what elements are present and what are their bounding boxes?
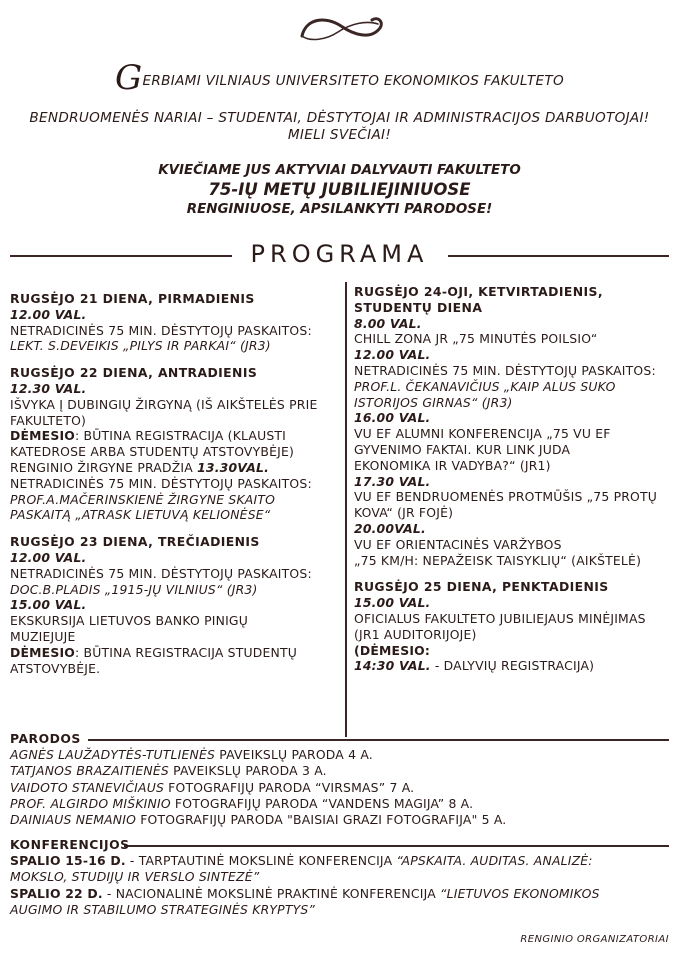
- greeting-header: [0, 58, 679, 98]
- time: 15.00 VAL.: [354, 595, 431, 611]
- event-text: GYVENIMO FAKTAI. KUR LINK JUDA: [354, 441, 571, 457]
- greeting-line-1: ERBIAMI VILNIAUS UNIVERSITETO EKONOMIKOS FAKULTETO: [142, 73, 564, 89]
- event-text: FAKULTETO): [10, 412, 87, 428]
- list-item: SPALIO 15-16 D. - TARPTAUTINĖ MOKSLINĖ KONFERENCIJA “APSKAITA. AUDITAS. ANALIZĖ:: [10, 853, 593, 869]
- event-text: KOVA“ (JR FOJĖ): [354, 505, 454, 521]
- event-text: NETRADICINĖS 75 MIN. DĖSTYTOJŲ PASKAITOS:: [10, 322, 312, 338]
- conferences-section: [0, 837, 679, 918]
- event-text: IŠVYKA Į DUBINGIŲ ŽIRGYNĄ (IŠ AIKŠTELĖS PRIE: [10, 396, 318, 412]
- exhibitions-section: [0, 731, 679, 828]
- program-left-column: [10, 291, 340, 676]
- attention-note: DĖMESIO: BŪTINA REGISTRACIJA STUDENTŲ: [10, 644, 298, 660]
- event-text: EKSKURSIJA LIETUVOS BANKO PINIGŲ: [10, 613, 249, 629]
- time: 8.00 VAL.: [354, 315, 422, 331]
- column-divider: [345, 282, 347, 737]
- list-item: TATJANOS BRAZAITIENĖS PAVEIKSLŲ PARODA 3 A.: [10, 763, 327, 779]
- attention-note: DĖMESIO: BŪTINA REGISTRACIJA (KLAUSTI: [10, 428, 287, 444]
- day-heading: RUGSĖJO 25 DIENA, PENKTADIENIS: [354, 579, 609, 595]
- time: 12.00 VAL.: [10, 306, 87, 322]
- time: 16.00 VAL.: [354, 410, 431, 426]
- event-text: (JR1 AUDITORIJOJE): [354, 626, 477, 642]
- event-text: RENGINIO ŽIRGYNE PRADŽIA 13.30VAL.: [10, 459, 270, 475]
- invite-line-1: KVIEČIAME JUS AKTYVIAI DALYVAUTI FAKULTETO: [158, 163, 521, 178]
- time: 15.00 VAL.: [10, 597, 87, 613]
- list-item: AGNĖS LAUŽADYTĖS-TUTLIENĖS PAVEIKSLŲ PARODA 4 A.: [10, 747, 373, 763]
- section-title: KONFERENCIJOS: [10, 837, 130, 852]
- program-title: PROGRAMA: [250, 240, 429, 268]
- time: 12.30 VAL.: [10, 380, 87, 396]
- event-text: CHILL ZONA JR „75 MINUTĖS POILSIO“: [354, 331, 598, 347]
- divider: [448, 255, 669, 257]
- event-text: 14:30 VAL. - DALYVIŲ REGISTRACIJA): [354, 658, 595, 674]
- event-text: NETRADICINĖS 75 MIN. DĖSTYTOJŲ PASKAITOS:: [354, 362, 656, 378]
- time: 20.00VAL.: [354, 520, 426, 536]
- list-item: MOKSLO, STUDIJŲ IR VERSLO SINTEZĖ”: [10, 869, 260, 885]
- event-text: VU EF ALUMNI KONFERENCIJA „75 VU EF: [354, 426, 611, 442]
- attention-note: (DĖMESIO:: [354, 642, 431, 658]
- list-item: VAIDOTO STANEVIČIAUS FOTOGRAFIJŲ PARODA “VIRSMAS” 7 A.: [10, 779, 415, 795]
- event-text: PROF.L. ČEKANAVIČIUS „KAIP ALUS SUKO: [354, 378, 616, 394]
- day-heading: RUGSĖJO 24-OJI, KETVIRTADIENIS,: [354, 284, 603, 299]
- event-text: NETRADICINĖS 75 MIN. DĖSTYTOJŲ PASKAITOS:: [10, 475, 312, 491]
- section-title: PARODOS: [10, 731, 81, 746]
- event-text: EKONOMIKA IR VADYBA?“ (JR1): [354, 457, 551, 473]
- day-heading: RUGSĖJO 22 DIENA, ANTRADIENIS: [10, 365, 258, 381]
- event-text: KATEDROSE ARBA STUDENTŲ ATSTOVYBĖJE): [10, 444, 295, 460]
- decorative-initial: G: [115, 58, 143, 98]
- list-item: SPALIO 22 D. - NACIONALINĖ MOKSLINĖ PRAKTINĖ KONFERENCIJA “LIETUVOS EKONOMIKOS: [10, 885, 600, 901]
- event-text: PASKAITĄ „ATRASK LIETUVĄ KELIONĖSE“: [10, 507, 271, 523]
- invite-line-2: 75-IŲ METŲ JUBILIEJINIUOSE: [208, 180, 471, 199]
- invite-line-3: RENGINIUOSE, APSILANKYTI PARODOSE!: [186, 202, 493, 217]
- event-text: MUZIEJUJE: [10, 628, 76, 644]
- day-heading: RUGSĖJO 23 DIENA, TREČIADIENIS: [10, 534, 260, 550]
- list-item: AUGIMO IR STABILUMO STRATEGINĖS KRYPTYS”: [10, 901, 316, 917]
- event-text: ATSTOVYBĖJE.: [10, 660, 101, 676]
- day-heading: RUGSĖJO 21 DIENA, PIRMADIENIS: [10, 291, 255, 306]
- event-text: PROF.A.MAČERINSKIENĖ ŽIRGYNE SKAITO: [10, 491, 276, 507]
- decorative-flourish-icon: [296, 10, 386, 46]
- event-text: LEKT. S.DEVEIKIS „PILYS IR PARKAI“ (JR3): [10, 338, 271, 354]
- event-text: ISTORIJOS GIRNAS“ (JR3): [354, 394, 513, 410]
- time: 17.30 VAL.: [354, 473, 431, 489]
- list-item: DAINIAUS NEMANIO FOTOGRAFIJŲ PARODA "BAISIAI GRAZI FOTOGRAFIJA" 5 A.: [10, 812, 507, 828]
- event-text: NETRADICINĖS 75 MIN. DĖSTYTOJŲ PASKAITOS:: [10, 565, 312, 581]
- program-right-column: [354, 284, 674, 674]
- time: 12.00 VAL.: [10, 549, 87, 565]
- event-text: DOC.B.PLADIS „1915-JŲ VILNIUS“ (JR3): [10, 581, 258, 597]
- event-text: „75 KM/H: NEPAŽEISK TAISYKLIŲ“ (AIKŠTELĖ): [354, 552, 642, 568]
- day-heading: STUDENTŲ DIENA: [354, 299, 483, 315]
- event-text: OFICIALUS FAKULTETO JUBILIEJAUS MINĖJIMAS: [354, 610, 646, 626]
- event-text: VU EF ORIENTACINĖS VARŽYBOS: [354, 536, 562, 552]
- time: 12.00 VAL.: [354, 347, 431, 363]
- program-title-row: [0, 240, 679, 270]
- greeting-line-3: MIELI SVEČIAI!: [287, 127, 392, 143]
- list-item: PROF. ALGIRDO MIŠKINIO FOTOGRAFIJŲ PARODA “VANDENS MAGIJA” 8 A.: [10, 795, 474, 811]
- greeting-line-2: BENDRUOMENĖS NARIAI – STUDENTAI, DĖSTYTOJAI IR ADMINISTRACIJOS DARBUOTOJAI!: [29, 110, 650, 126]
- divider: [10, 255, 232, 257]
- organizers-signature: RENGINIO ORGANIZATORIAI: [520, 934, 669, 945]
- event-text: VU EF BENDRUOMENĖS PROTMŪŠIS „75 PROTŲ: [354, 489, 658, 505]
